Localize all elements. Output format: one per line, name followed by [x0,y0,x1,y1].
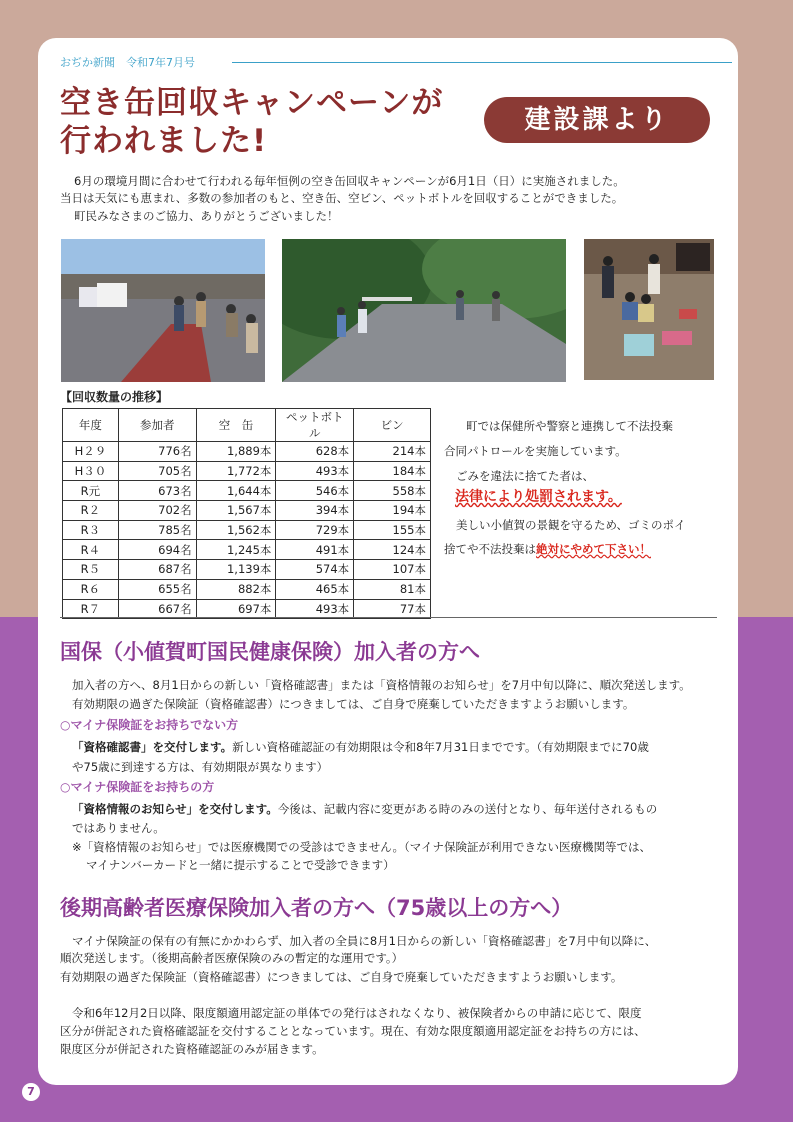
article-title [60,84,443,160]
table-row [63,520,431,540]
cell-participants: 702名 [118,501,196,521]
cell-bottles: 155本 [354,520,431,540]
cell-participants: 673名 [118,481,196,501]
department-badge: 建設課より [484,97,710,143]
cell-year: R５ [63,560,119,580]
title-line-2: 行われました! [60,123,268,159]
col-header-bottles: ビン [354,409,431,442]
cell-year: R２ [63,501,119,521]
cell-year: R７ [63,599,119,619]
warning-punishment: 法律により処罰されます。 [455,489,622,505]
cell-participants: 705名 [118,461,196,481]
koki-paragraph-5: 区分が併記された資格確認証を交付することとなっています。現在、有効な限度額適用認定証をお持ちの方には、 [60,1024,646,1038]
table-row [63,481,431,501]
koki-paragraph-2: 順次発送します。（後期高齢者医療保険のみの暫定的な運用です。） [60,951,404,965]
note-line-1: ※「資格情報のお知らせ」では医療機関での受診はできません。（マイナ保険証が利用できない医療機関等では、 [72,840,651,854]
table-title: 【回収数量の推移】 [60,390,169,404]
table-row [63,461,431,481]
side-text-6 [444,541,651,558]
section-divider [60,617,717,618]
cell-pet-bottles: 491本 [276,540,354,560]
cell-cans: 1,562本 [196,520,276,540]
cell-participants: 687名 [118,560,196,580]
cell-bottles: 107本 [354,560,431,580]
cell-participants: 776名 [118,442,196,462]
publication-header: おぢか新聞 令和7年7月号 [60,56,195,69]
side-text-6a: 捨てや不法投棄は [444,542,536,556]
note-line-2: マイナンバーカードと一緒に提示することで受診できます） [86,858,395,872]
intro-paragraph-2: 当日は天気にも恵まれ、多数の参加者のもと、空き缶、空ビン、ペットボトルを回収することができました。 [60,191,624,205]
cell-participants: 694名 [118,540,196,560]
koki-paragraph-6: 限度区分が併記された資格確認証のみが届きます。 [60,1042,324,1056]
header-divider [232,62,732,63]
cell-pet-bottles: 493本 [276,461,354,481]
no-mynumber-text-2: や75歳に到達する方は、有効期限が異なります） [72,760,329,774]
with-mynumber-detail: 今後は、記載内容に変更がある時のみの送付となり、毎年送付されるもの [277,802,658,816]
side-text-3: ごみを違法に捨てた者は、 [456,469,594,483]
cell-cans: 1,644本 [196,481,276,501]
table-header-row [63,409,431,442]
table-row [63,501,431,521]
col-header-participants: 参加者 [118,409,196,442]
koki-paragraph-3: 有効期限の過ぎた保険証（資格確認書）につきましては、ご自身で廃棄していただきますようお願いします。 [60,970,623,984]
cell-bottles: 81本 [354,579,431,599]
cell-year: H３０ [63,461,119,481]
photo-roadside-cleanup [61,239,265,382]
intro-paragraph-1: 6月の環境月間に合わせて行われる毎年恒例の空き缶回収キャンペーンが6月1日（日）に実施されました。 [74,174,625,188]
cell-cans: 1,245本 [196,540,276,560]
cell-pet-bottles: 628本 [276,442,354,462]
cell-pet-bottles: 465本 [276,579,354,599]
side-text-1: 町では保健所や警察と連携して不法投棄 [466,419,673,433]
with-mynumber-text [72,801,657,818]
cell-bottles: 558本 [354,481,431,501]
cell-bottles: 124本 [354,540,431,560]
subheading-no-mynumber: ○マイナ保険証をお持ちでない方 [60,718,239,732]
cell-participants: 667名 [118,599,196,619]
col-header-cans: 空 缶 [196,409,276,442]
cell-year: R元 [63,481,119,501]
table-row [63,442,431,462]
cell-bottles: 194本 [354,501,431,521]
cell-participants: 655名 [118,579,196,599]
cell-pet-bottles: 729本 [276,520,354,540]
photo-hill-road [282,239,566,382]
table-row [63,599,431,619]
side-text-5: 美しい小値賀の景観を守るため、ゴミのポイ [456,518,686,532]
side-text-2: 合同パトロールを実施しています。 [444,444,627,458]
table-row [63,540,431,560]
cell-cans: 882本 [196,579,276,599]
table-row [63,560,431,580]
collection-stats-table [62,408,431,619]
cell-participants: 785名 [118,520,196,540]
cell-year: R３ [63,520,119,540]
cell-pet-bottles: 493本 [276,599,354,619]
cell-cans: 697本 [196,599,276,619]
cell-year: H２９ [63,442,119,462]
koki-paragraph-1: マイナ保険証の保有の有無にかかわらず、加入者の全員に8月1日からの新しい「資格確認書」を7月中旬以降に、 [72,934,657,948]
col-header-pet-bottles: ペットボトル [276,409,354,442]
title-line-1: 空き缶回収キャンペーンが [60,85,444,121]
cell-bottles: 214本 [354,442,431,462]
cell-year: R６ [63,579,119,599]
no-mynumber-detail: 新しい資格確認証の有効期限は令和8年7月31日までです。（有効期限までに70歳 [232,740,649,754]
warning-stop-dumping: 絶対にやめて下さい！ [536,542,651,556]
section-title-kokuho: 国保（小値賀町国民健康保険）加入者の方へ [60,640,480,664]
cell-cans: 1,772本 [196,461,276,481]
photo-collected-cans [584,239,714,380]
cell-pet-bottles: 574本 [276,560,354,580]
cell-cans: 1,139本 [196,560,276,580]
cell-cans: 1,567本 [196,501,276,521]
koki-paragraph-4: 令和6年12月2日以降、限度額適用認定証の単体での発行はされなくなり、被保険者からの申請に応じて、限度 [72,1006,642,1020]
no-mynumber-bold: 「資格確認書」を交付します。 [72,740,233,754]
with-mynumber-text-2: ではありません。 [72,821,165,835]
kokuho-paragraph-1: 加入者の方へ、8月1日からの新しい「資格確認書」または「資格情報のお知らせ」を7月中旬以降に、順次発送します。 [72,678,691,692]
cell-pet-bottles: 394本 [276,501,354,521]
table-row [63,579,431,599]
cell-year: R４ [63,540,119,560]
no-mynumber-text [72,739,649,756]
cell-cans: 1,889本 [196,442,276,462]
page-number: 7 [22,1083,40,1101]
cell-pet-bottles: 546本 [276,481,354,501]
kokuho-paragraph-2: 有効期限の過ぎた保険証（資格確認書）につきましては、ご自身で廃棄していただきますようお願いします。 [72,697,635,711]
col-header-year: 年度 [63,409,119,442]
cell-bottles: 184本 [354,461,431,481]
with-mynumber-bold: 「資格情報のお知らせ」を交付します。 [72,802,278,816]
intro-paragraph-3: 町民みなさまのご協力、ありがとうございました！ [74,209,339,223]
subheading-with-mynumber: ○マイナ保険証をお持ちの方 [60,780,215,794]
section-title-koki: 後期高齢者医療保険加入者の方へ（75歳以上の方へ） [60,896,573,920]
cell-bottles: 77本 [354,599,431,619]
